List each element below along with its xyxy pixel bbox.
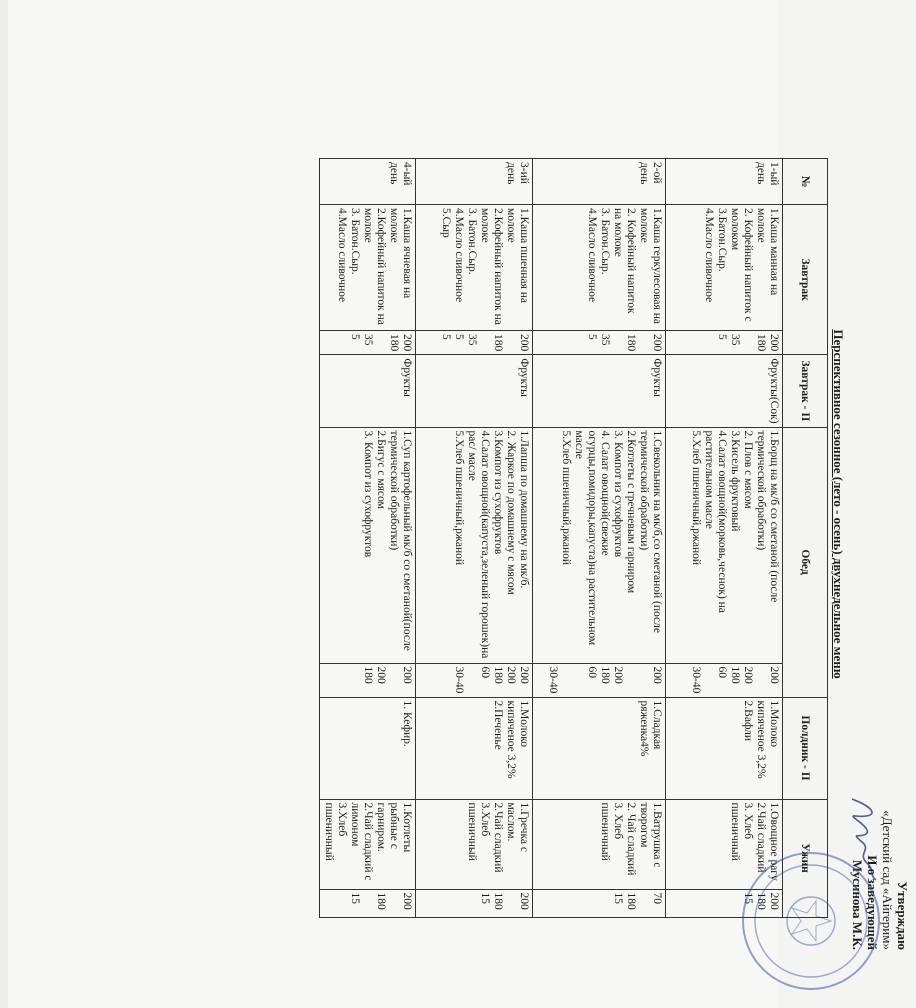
- qty: 200: [401, 666, 413, 684]
- breakfast-cell: [666, 205, 783, 331]
- list-item: 2.Вафли: [742, 700, 754, 742]
- table-header: [783, 159, 828, 918]
- qty: 180: [375, 892, 387, 910]
- page-edge: [0, 0, 8, 1008]
- breakfast-qty-cell: [533, 331, 666, 355]
- qty: 180: [492, 666, 504, 684]
- qty: 180: [755, 892, 767, 910]
- qty: [637, 334, 650, 351]
- list-item: 1.Гречка с маслом.: [505, 802, 530, 852]
- qty: 180: [388, 334, 400, 352]
- approval-line-3: И.о заведующей: [865, 855, 880, 950]
- breakfast-2-cell: Фрукты(Сок): [666, 355, 783, 427]
- menu-table: [319, 158, 828, 918]
- list-item: 3. Хлеб пшеничный: [729, 802, 754, 861]
- lunch-cell: [533, 427, 666, 663]
- qty: [611, 334, 624, 351]
- snack-cell: [320, 697, 416, 799]
- qty: 180: [599, 666, 611, 684]
- list-item: 4.Масло сливочное: [703, 208, 715, 303]
- breakfast-cell: [533, 205, 666, 331]
- qty: 35: [729, 334, 741, 346]
- list-item: 1.Лапша по домашнему на мк/б.: [518, 430, 530, 589]
- list-item: 2. Жаркое по домашнему с мясом: [505, 430, 517, 595]
- day-label: 4-ый день: [320, 159, 416, 205]
- list-item: 2.Бигус с мясом: [375, 430, 387, 509]
- qty: 200: [518, 334, 530, 352]
- dinner-qty-cell: [533, 889, 666, 917]
- qty: 5: [586, 334, 598, 340]
- list-item: 3.Батон.Сыр.: [716, 208, 728, 272]
- qty: [504, 334, 517, 351]
- qty: [702, 667, 715, 694]
- qty: 180: [625, 334, 637, 352]
- breakfast-cell: [416, 205, 533, 331]
- header-lunch: Обед: [783, 427, 828, 697]
- lunch-qty-cell: [416, 663, 533, 697]
- dinner-cell: [320, 799, 416, 889]
- list-item: 2. Плов с мясом: [742, 430, 754, 509]
- snack-cell: [533, 697, 666, 799]
- qty: 200: [768, 892, 780, 910]
- qty: [465, 667, 478, 694]
- header-breakfast-2: Завтрак - II: [783, 355, 828, 427]
- qty: [637, 667, 650, 694]
- list-item: 2. Чай сладкий: [625, 802, 637, 876]
- qty: 60: [479, 666, 491, 679]
- document-title: Перспективное сезонное (лето - осень) двухнедельное меню: [831, 329, 846, 679]
- list-item: 1.Каша геркулесовая на молоке: [638, 208, 663, 324]
- list-item: 3. Компот из сухофруктов: [612, 430, 624, 558]
- qty: [504, 893, 517, 914]
- qty: 30-40: [690, 666, 702, 694]
- qty: [374, 334, 387, 351]
- qty: 60: [586, 666, 598, 679]
- qty: 15: [612, 892, 624, 905]
- list-item: 1.Свекольник на мк/б,со сметаной (после термической обработки): [638, 430, 663, 633]
- breakfast-qty-cell: [320, 331, 416, 355]
- qty: 5: [453, 334, 465, 340]
- qty: [478, 334, 491, 351]
- dinner-qty-cell: [320, 889, 416, 917]
- lunch-cell: [666, 427, 783, 663]
- qty: 30-40: [547, 666, 559, 694]
- qty: 35: [599, 334, 611, 346]
- qty: 200: [768, 334, 780, 352]
- qty: 200: [401, 892, 413, 910]
- breakfast-2-cell: Фрукты: [416, 355, 533, 427]
- qty: 15: [349, 892, 361, 905]
- dinner-qty-cell: [666, 889, 783, 917]
- day-label: 2-ой день: [533, 159, 666, 205]
- qty: [559, 667, 572, 694]
- table-row: [533, 159, 666, 918]
- list-item: 4.Масло сливочное: [586, 208, 598, 303]
- approval-block: [850, 690, 910, 950]
- qty: 180: [755, 334, 767, 352]
- list-item: 4.Масло сливочное: [453, 208, 465, 303]
- qty: [637, 893, 650, 914]
- lunch-qty-cell: [320, 663, 416, 697]
- qty: 200: [518, 892, 530, 910]
- list-item: 3. Компот из сухофруктов: [362, 430, 374, 558]
- qty: [572, 667, 585, 694]
- list-item: 4.Салат овощной(капуста,зеленый горошек)на рас/ масле: [466, 430, 491, 659]
- qty: 180: [492, 334, 504, 352]
- approval-line-2: «Детский сад «Айгерим»: [880, 810, 895, 950]
- qty: 180: [729, 666, 741, 684]
- list-item: 1.Каша пшенная на молоке: [505, 208, 530, 304]
- qty: 35: [466, 334, 478, 346]
- list-item: 4.Масло сливочное: [336, 208, 348, 303]
- qty: 70: [651, 892, 663, 905]
- list-item: 3.Кисель фруктовый: [729, 430, 741, 532]
- list-item: 5.Хлеб пшеничный,ржаной: [690, 430, 702, 566]
- list-item: 2.Котлеты с гречневым гарниром: [625, 430, 637, 594]
- list-item: 4. Салат овощной(свежие огурцы,помидоры,капуста)на растительном масле: [573, 430, 611, 646]
- breakfast-qty-cell: [666, 331, 783, 355]
- list-item: 2.Чай сладкий: [492, 802, 504, 873]
- qty: 200: [651, 334, 663, 352]
- qty: 15: [479, 892, 491, 905]
- qty: 200: [612, 666, 624, 684]
- dinner-cell: [666, 799, 783, 889]
- list-item: 1. Кефир.: [401, 700, 413, 747]
- qty: 200: [375, 666, 387, 684]
- lunch-cell: [320, 427, 416, 663]
- list-item: 3.Компот из сухофруктов: [492, 430, 504, 555]
- header-dinner: Ужин: [783, 799, 828, 917]
- list-item: 4.Салат овощной(морковь,чеснок) на растительном масле: [703, 430, 728, 613]
- list-item: 3. Батон.Сыр.: [349, 208, 361, 275]
- list-item: 2.Печенье: [492, 700, 504, 750]
- list-item: 3. Батон.Сыр.: [466, 208, 478, 275]
- qty: 200: [742, 666, 754, 684]
- list-item: 1.Каша ячневая на молоке: [388, 208, 413, 299]
- list-item: 5.Хлеб пшеничный,ржаной: [453, 430, 465, 566]
- list-item: 5.Сыр: [440, 208, 452, 238]
- list-item: 3. Батон.Сыр.: [599, 208, 611, 275]
- list-item: 1.Сладкая ряженка4%: [638, 700, 663, 757]
- list-item: 3.Хлеб пшеничный: [323, 802, 348, 861]
- dinner-cell: [416, 799, 533, 889]
- qty: 5: [349, 334, 361, 340]
- list-item: 1.Суп картофельный мк/б со сметаной(после термической обработки): [388, 430, 413, 651]
- approval-line-4: Мусинова М.К.: [850, 859, 865, 950]
- list-item: 1.Ватрушка с творогом: [638, 802, 663, 868]
- list-item: 2. Кофейный напиток с молоком: [729, 208, 754, 322]
- list-item: 3. Хлеб пшеничный: [599, 802, 624, 861]
- breakfast-2-cell: Фрукты: [320, 355, 416, 427]
- dinner-qty-cell: [416, 889, 533, 917]
- header-breakfast: Завтрак: [783, 205, 828, 355]
- qty: 180: [625, 892, 637, 910]
- qty: [754, 667, 767, 694]
- list-item: 2.Чай сладкий с лимоном: [349, 802, 374, 881]
- header-snack: Полдник - II: [783, 697, 828, 799]
- table-row: [320, 159, 416, 918]
- lunch-qty-cell: [533, 663, 666, 697]
- table-row: [666, 159, 783, 918]
- breakfast-2-cell: Фрукты: [533, 355, 666, 427]
- dinner-cell: [533, 799, 666, 889]
- qty: 180: [362, 666, 374, 684]
- qty: 15: [742, 892, 754, 905]
- list-item: 2.Кофейный напиток на молоке: [362, 208, 387, 325]
- lunch-cell: [416, 427, 533, 663]
- qty: [387, 893, 400, 914]
- day-label: 1-ый день: [666, 159, 783, 205]
- list-item: 5.Хлеб пшеничный,ржаной: [560, 430, 572, 566]
- snack-cell: [666, 697, 783, 799]
- qty: 30-40: [453, 666, 465, 694]
- list-item: 1.Молоко кипяченое 3,2%: [505, 700, 530, 779]
- qty: 5: [716, 334, 728, 340]
- table-row: [416, 159, 533, 918]
- qty: [624, 667, 637, 694]
- approval-line-1: Утверждаю: [895, 881, 910, 950]
- list-item: 3.Хлеб пшеничный: [466, 802, 491, 861]
- lunch-qty-cell: [666, 663, 783, 697]
- breakfast-cell: [320, 205, 416, 331]
- qty: 180: [492, 892, 504, 910]
- list-item: 1.Каша манная на молоке: [755, 208, 780, 296]
- list-item: 2.Чай сладкий: [755, 802, 767, 873]
- qty: [741, 334, 754, 351]
- rotated-document: [142, 6, 916, 1002]
- qty: 5: [440, 334, 452, 340]
- qty: 200: [768, 666, 780, 684]
- list-item: 1.Борщ на мк/б со сметаной (после термической обработки): [755, 430, 780, 603]
- list-item: 2. Кофейный напиток на молоке: [612, 208, 637, 314]
- qty: 200: [518, 666, 530, 684]
- qty: 200: [651, 666, 663, 684]
- day-label: 3-ий день: [416, 159, 533, 205]
- qty: 35: [362, 334, 374, 346]
- list-item: 1.Молоко кипяченое 3,2%: [755, 700, 780, 779]
- qty: 200: [505, 666, 517, 684]
- list-item: 1.Овощное рагу: [768, 802, 780, 881]
- snack-cell: [416, 697, 533, 799]
- qty: 60: [716, 666, 728, 679]
- header-number: №: [783, 159, 828, 205]
- qty: [361, 893, 374, 914]
- qty: [387, 667, 400, 694]
- breakfast-qty-cell: [416, 331, 533, 355]
- qty: 200: [401, 334, 413, 352]
- list-item: 2.Кофейный напиток на молоке: [479, 208, 504, 325]
- list-item: 1.Котлеты рыбные с гарниром.: [375, 802, 413, 853]
